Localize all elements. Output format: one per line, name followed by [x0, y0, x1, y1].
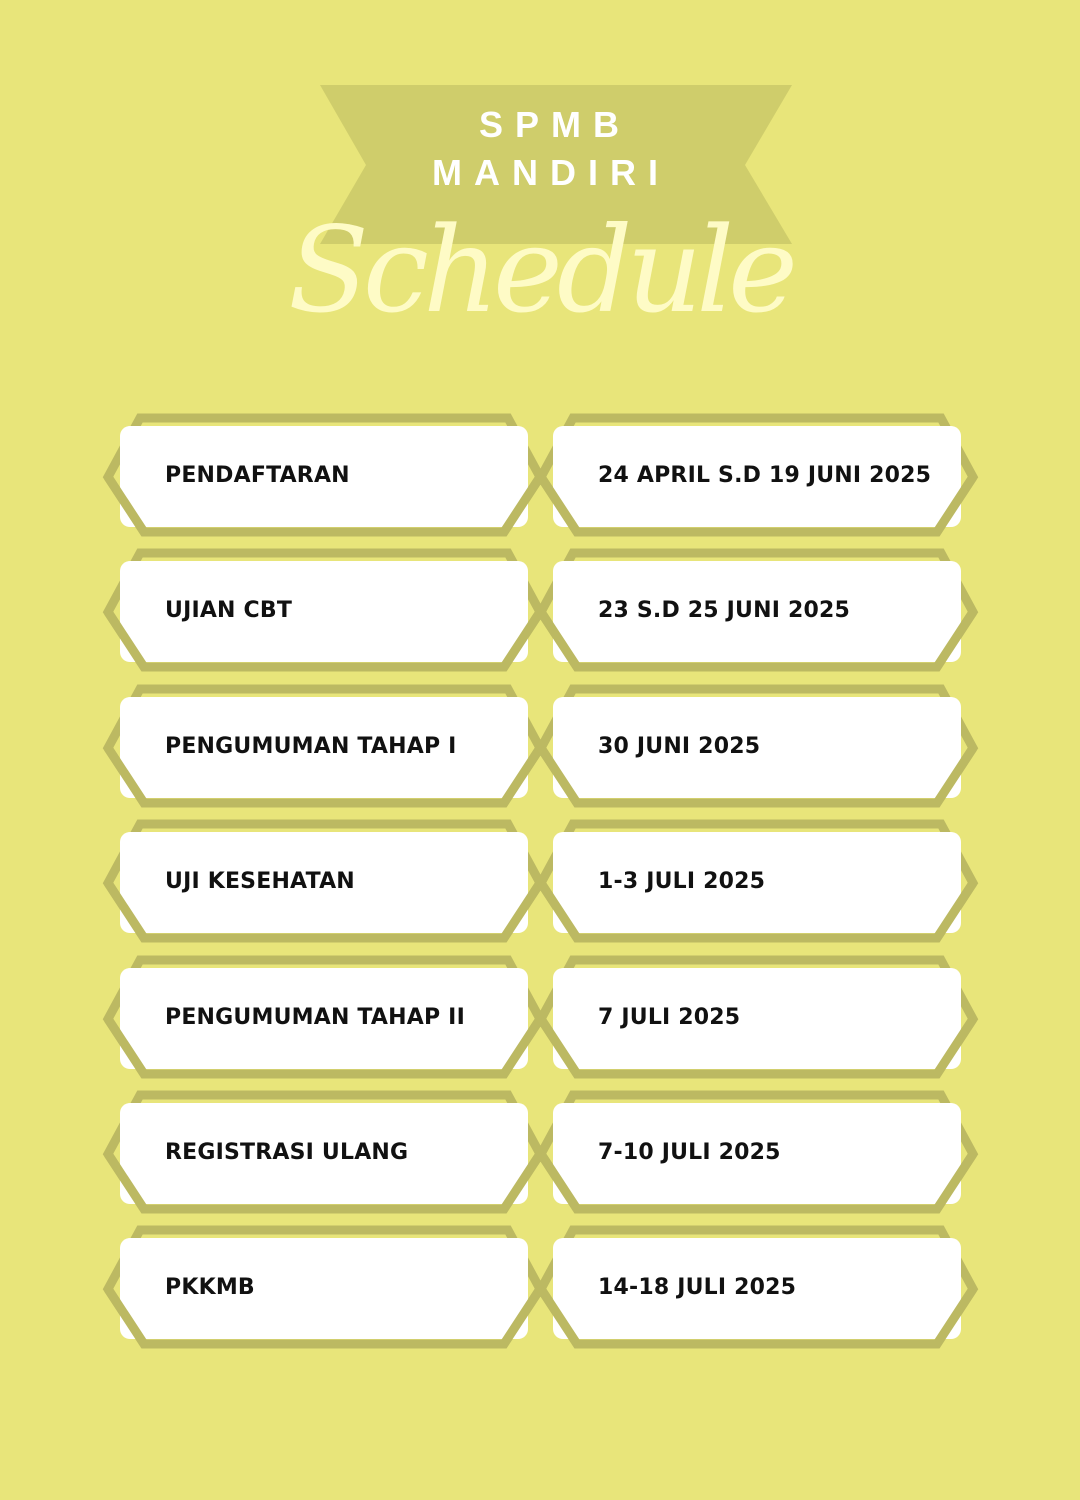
- date-card-text: 23 S.D 25 JUNI 2025: [598, 598, 851, 623]
- event-card: [100, 806, 560, 946]
- event-card: [100, 1077, 560, 1217]
- date-card-text: 14-18 JULI 2025: [598, 1275, 797, 1300]
- title-line-2: MANDIRI: [432, 152, 670, 193]
- date-card-text: 1-3 JULI 2025: [598, 869, 766, 894]
- event-card-text: REGISTRASI ULANG: [165, 1140, 409, 1165]
- title-ribbon: [0, 0, 1080, 400]
- event-card: [100, 942, 560, 1082]
- date-card: [533, 942, 993, 1082]
- event-card: [100, 1212, 560, 1352]
- event-card: [100, 535, 560, 675]
- event-card-text: UJI KESEHATAN: [165, 869, 355, 894]
- event-card-text: PENGUMUMAN TAHAP II: [165, 1005, 465, 1030]
- date-card: [533, 671, 993, 811]
- event-card: [100, 400, 560, 540]
- date-card: [533, 1212, 993, 1352]
- date-card: [533, 806, 993, 946]
- event-card-text: PKKMB: [165, 1275, 255, 1300]
- event-card: [100, 671, 560, 811]
- date-card: [533, 535, 993, 675]
- title-line-1: SPMB: [478, 104, 631, 145]
- event-card-text: PENDAFTARAN: [165, 463, 350, 488]
- event-card-text: PENGUMUMAN TAHAP I: [165, 734, 457, 759]
- date-card: [533, 400, 993, 540]
- event-card-text: UJIAN CBT: [165, 598, 293, 623]
- script-title: Schedule: [288, 201, 792, 339]
- date-card: [533, 1077, 993, 1217]
- date-card-text: 7 JULI 2025: [598, 1005, 741, 1030]
- date-card-text: 30 JUNI 2025: [598, 734, 761, 759]
- date-card-text: 24 APRIL S.D 19 JUNI 2025: [598, 463, 932, 488]
- date-card-text: 7-10 JULI 2025: [598, 1140, 781, 1165]
